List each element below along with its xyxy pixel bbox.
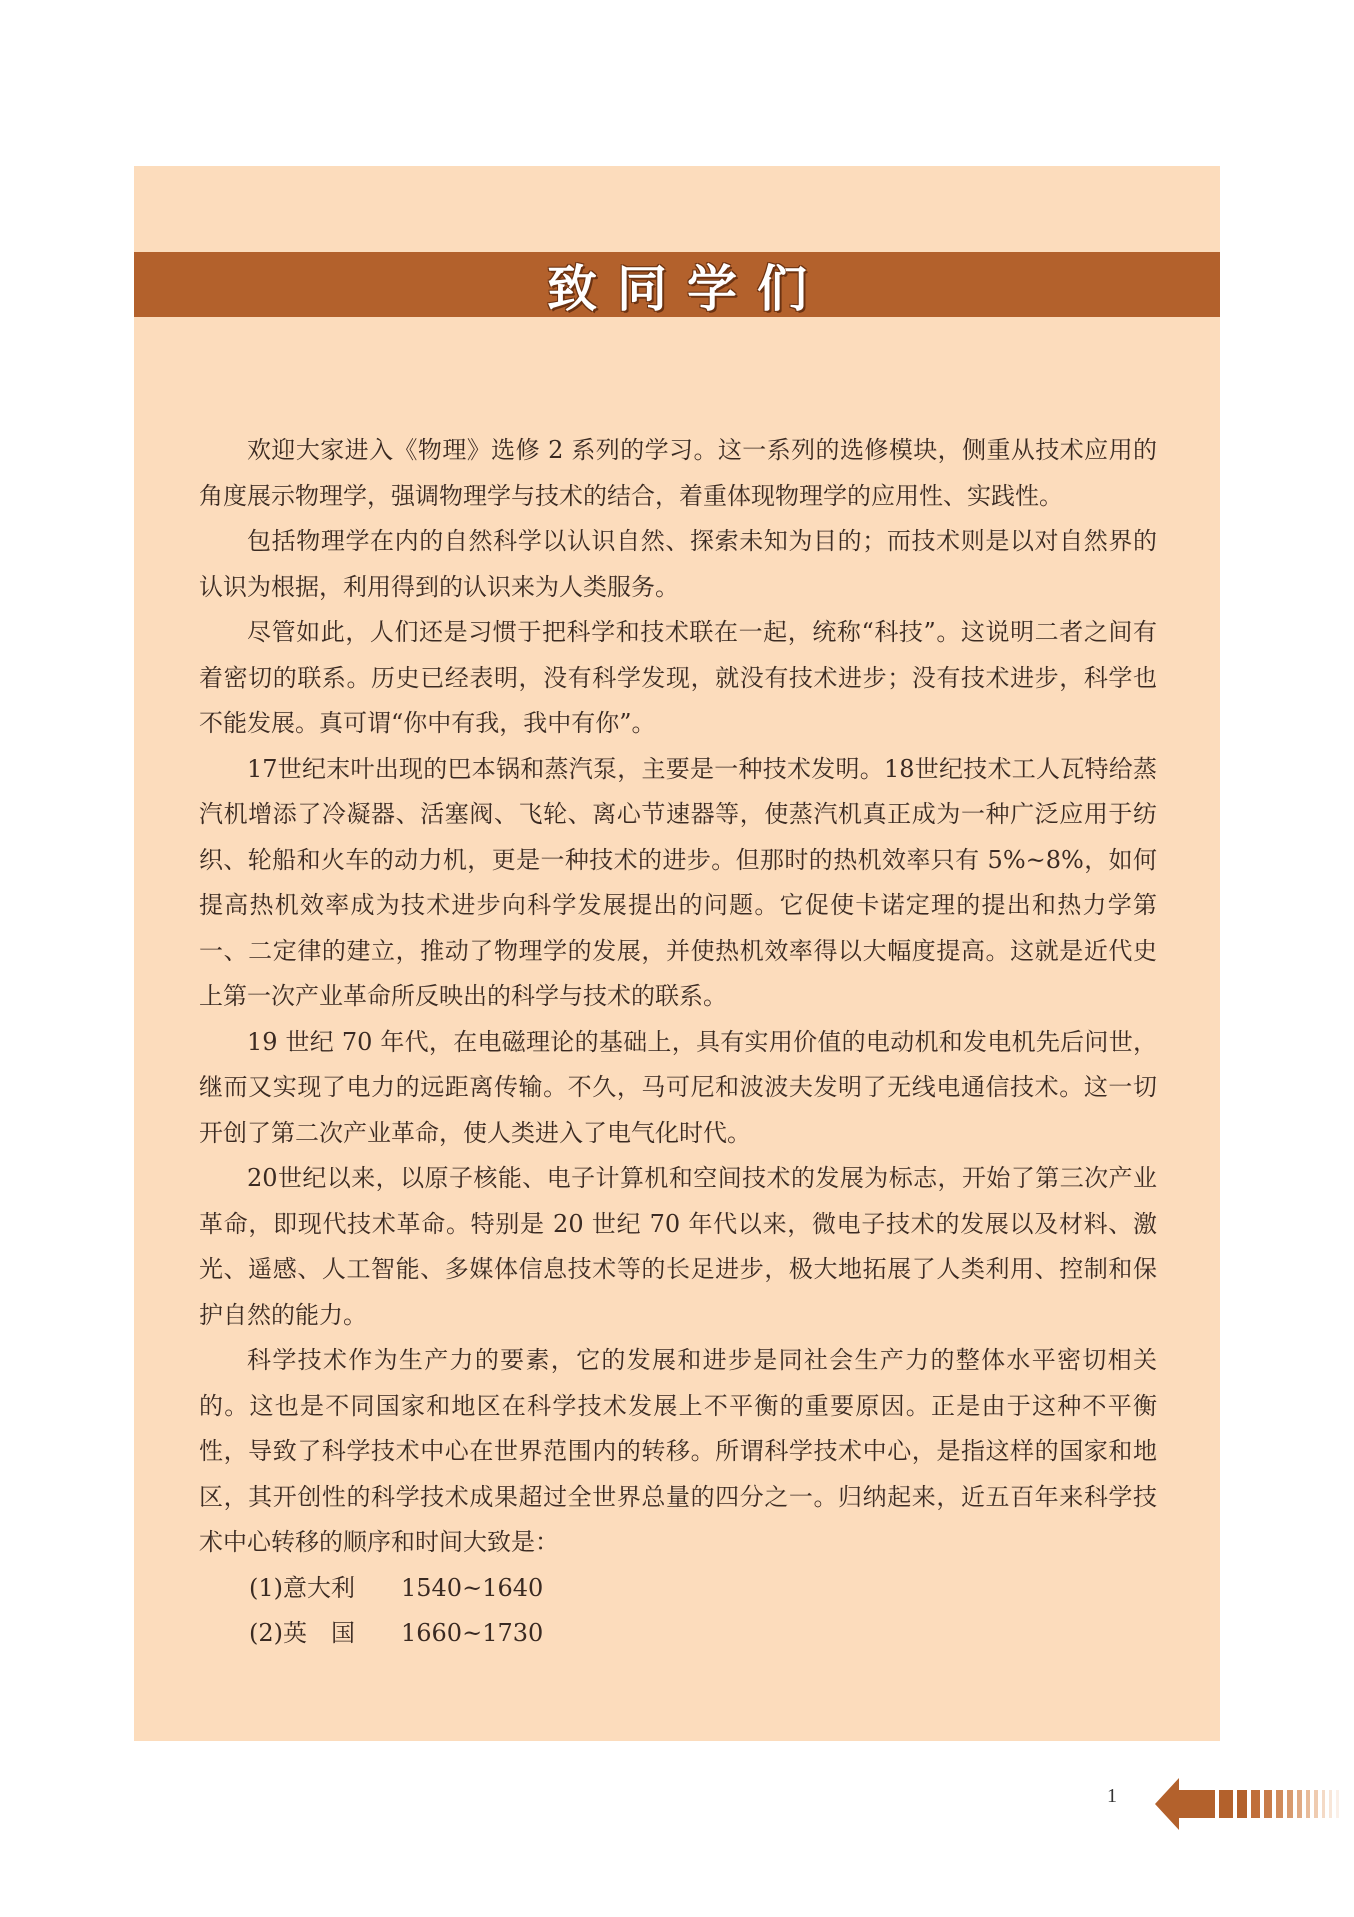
list-item-label: (2)英 国 [249,1619,355,1647]
paragraph: 尽管如此，人们还是习惯于把科学和技术联在一起，统称“科技”。这说明二者之间有着密切的联系。历史已经表明，没有科学发现，就没有技术进步；没有技术进步，科学也不能发展。真可谓“你中有我，我中有你”。 [199,618,1157,737]
list-item [199,1566,1157,1612]
paragraph: 包括物理学在内的自然科学以认识自然、探索未知为目的；而技术则是以对自然界的认识为根据，利用得到的认识来为人类服务。 [199,527,1157,601]
paragraph: 科学技术作为生产力的要素，它的发展和进步是同社会生产力的整体水平密切相关的。这也是不同国家和地区在科学技术发展上不平衡的重要原因。正是由于这种不平衡性，导致了科学技术中心在世界范围内的转移。所谓科学技术中心，是指这样的国家和地区，其开创性的科学技术成果超过全世界总量的四分之一。归纳起来，近五百年来科学技术中心转移的顺序和时间大致是： [199,1346,1157,1556]
paragraph: 17世纪末叶出现的巴本锅和蒸汽泵，主要是一种技术发明。18世纪技术工人瓦特给蒸汽机增添了冷凝器、活塞阀、飞轮、离心节速器等，使蒸汽机真正成为一种广泛应用于纺织、轮船和火车的动力机，更是一种技术的进步。但那时的热机效率只有 5%~8%，如何提高热机效率成为技术进步向科学发展提出的问题。它促使卡诺定理的提出和热力学第一、二定律的建立，推动了物理学的发展，并使热机效率得以大幅度提高。这就是近代史上第一次产业革命所反映出的科学与技术的联系。 [199,754,1157,1010]
page-number: 1 [1107,1785,1117,1807]
left-arrow-icon [1155,1778,1345,1830]
list-item [199,1611,1157,1657]
title-bar [134,252,1220,317]
paragraph: 20世纪以来，以原子核能、电子计算机和空间技术的发展为标志，开始了第三次产业革命，即现代技术革命。特别是 20 世纪 70 年代以来，微电子技术的发展以及材料、激光、遥感、人工智能、多媒体信息技术等的长足进步，极大地拓展了人类利用、控制和保护自然的能力。 [199,1164,1157,1329]
list-item-label: (1)意大利 [249,1573,355,1602]
body-text [199,428,1157,1657]
paragraph: 19 世纪 70 年代，在电磁理论的基础上，具有实用价值的电动机和发电机先后问世，继而又实现了电力的远距离传输。不久，马可尼和波波夫发明了无线电通信技术。这一切开创了第二次产业革命，使人类进入了电气化时代。 [199,1027,1157,1147]
list-item-years: 1660~1730 [401,1619,544,1647]
page-title: 致同学们 [547,259,827,318]
paragraph: 欢迎大家进入《物理》选修 2 系列的学习。这一系列的选修模块，侧重从技术应用的角度展示物理学，强调物理学与技术的结合，着重体现物理学的应用性、实践性。 [199,436,1157,510]
list-item-years: 1540~1640 [401,1573,544,1602]
